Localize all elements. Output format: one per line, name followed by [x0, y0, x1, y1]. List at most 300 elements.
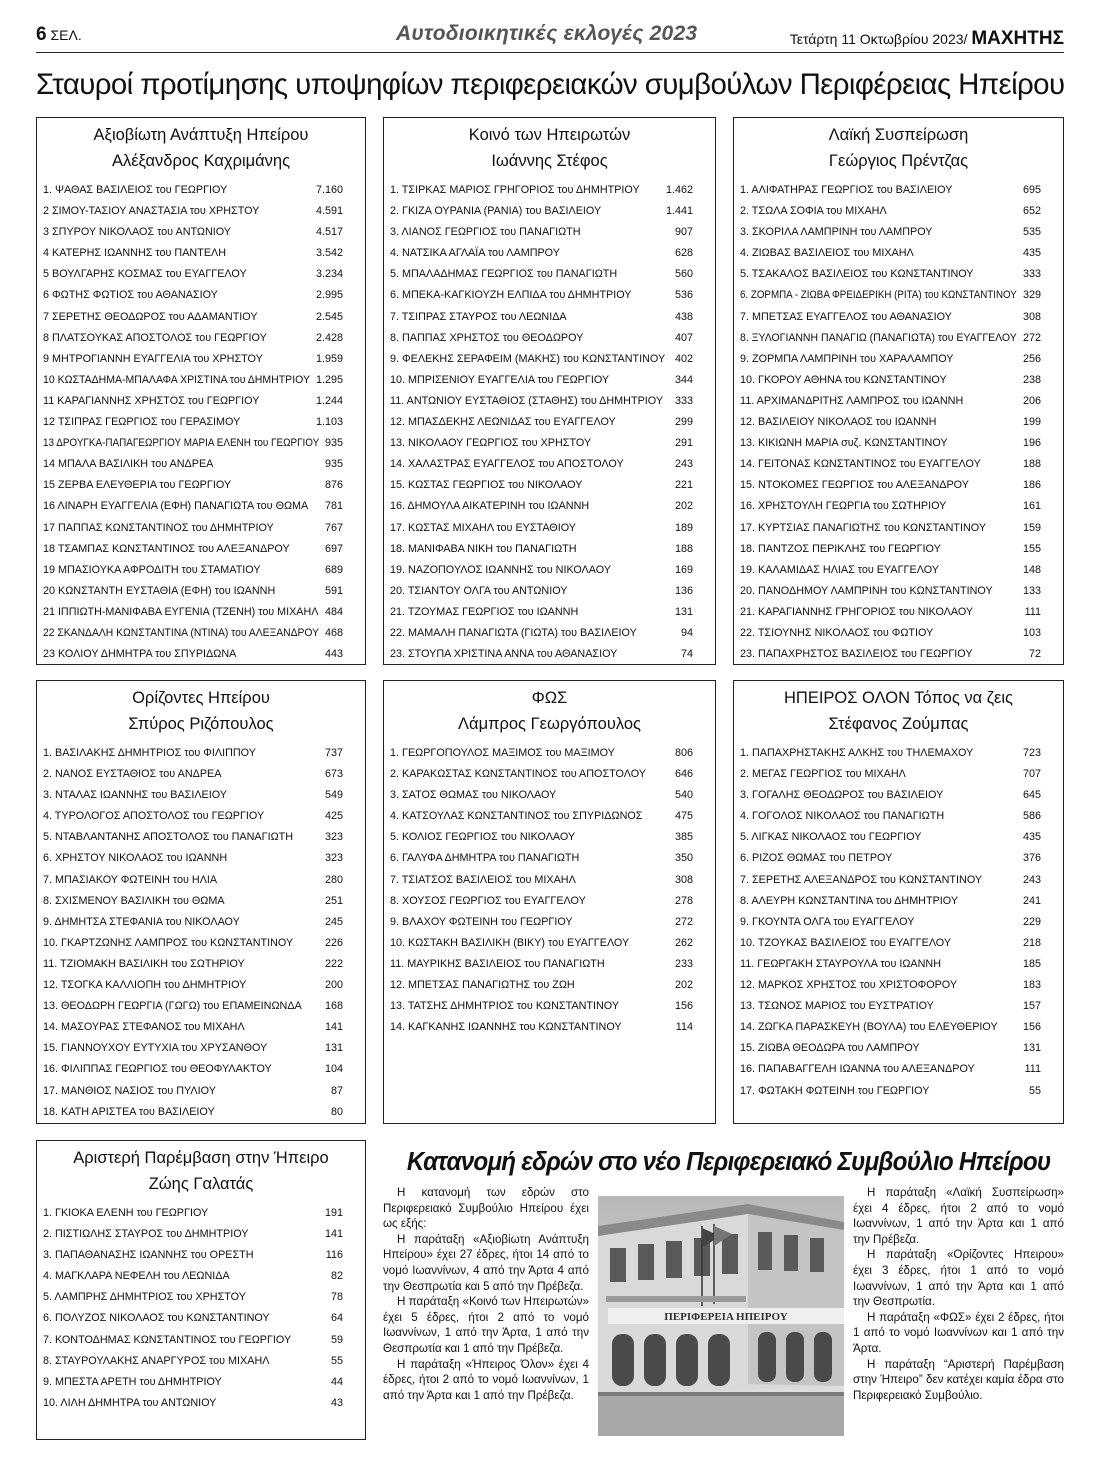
candidate-votes: 64 — [330, 1312, 343, 1325]
candidate-row — [37, 912, 365, 933]
candidate-votes: 707 — [1022, 768, 1041, 781]
candidate-row — [37, 1102, 365, 1123]
candidate-votes: 806 — [674, 747, 693, 759]
candidate-row — [734, 933, 1063, 954]
candidate-row — [734, 785, 1063, 806]
list-party-name: Κοινό των Ηπειρωτών — [468, 126, 631, 144]
candidate-name: 17 ΠΑΠΠΑΣ ΚΩΝΣΤΑΝΤΙΝΟΣ του ΔΗΜΗΤΡΙΟΥ — [43, 521, 274, 534]
candidate-name: 22. ΜΑΜΑΛΗ ΠΑΝΑΓΙΩΤΑ (ΓΙΩΤΑ) του ΒΑΣΙΛΕΙΟΥ — [390, 626, 637, 639]
list-party-name: Αριστερή Παρέμβαση στην Ήπειρο — [73, 1149, 329, 1167]
candidate-votes: 549 — [324, 789, 343, 802]
candidate-row — [734, 1081, 1063, 1102]
candidate-name: 3. ΣΑΤΟΣ ΘΩΜΑΣ του ΝΙΚΟΛΑΟΥ — [390, 789, 557, 802]
candidate-row — [384, 560, 715, 581]
candidate-votes: 245 — [324, 915, 343, 928]
candidate-votes: 155 — [1022, 542, 1041, 555]
candidate-row — [734, 285, 1063, 306]
candidate-votes: 2.545 — [315, 310, 343, 323]
candidate-row — [384, 912, 715, 933]
candidate-row — [384, 785, 715, 806]
candidate-votes: 241 — [1022, 894, 1041, 907]
candidate-row — [734, 391, 1063, 412]
candidate-votes: 697 — [324, 542, 343, 555]
list-leader-name: Ιωάννης Στέφος — [491, 152, 608, 170]
candidate-name: 2 ΣΙΜΟΥ-ΤΑΣΙΟΥ ΑΝΑΣΤΑΣΙΑ του ΧΡΗΣΤΟΥ — [43, 205, 260, 218]
candidate-row — [384, 848, 715, 869]
candidate-name: 11. ΤΖΙΟΜΑΚΗ ΒΑΣΙΛΙΚΗ του ΣΩΤΗΡΙΟΥ — [43, 957, 245, 970]
candidate-row — [384, 391, 715, 412]
page-header — [36, 22, 1064, 53]
candidate-name: 3. ΝΤΑΛΑΣ ΙΩΑΝΝΗΣ του ΒΑΣΙΛΕΙΟΥ — [43, 789, 227, 802]
candidate-name: 1. ΑΛΙΦΑΤΗΡΑΣ ΓΕΩΡΓΙΟΣ του ΒΑΣΙΛΕΙΟΥ — [740, 184, 953, 196]
candidate-votes: 191 — [324, 1207, 343, 1219]
candidate-name: 18. ΠΑΝΤΖΟΣ ΠΕΡΙΚΛΗΣ του ΓΕΩΡΓΙΟΥ — [740, 542, 941, 555]
candidate-name: 14. ΚΑΓΚΑΝΗΣ ΙΩΑΝΝΗΣ του ΚΩΝΣΤΑΝΤΙΝΟΥ — [390, 1021, 622, 1034]
candidate-row — [734, 581, 1063, 602]
candidate-row — [37, 328, 365, 349]
candidate-name: 13. ΘΕΟΔΩΡΗ ΓΕΩΡΓΙΑ (ΓΩΓΩ) του ΕΠΑΜΕΙΝΩΝΔΑ — [43, 1000, 302, 1013]
candidate-row — [734, 602, 1063, 623]
candidate-name: 23. ΣΤΟΥΠΑ ΧΡΙΣΤΙΝΑ ΑΝΝΑ του ΑΘΑΝΑΣΙΟΥ — [390, 648, 618, 661]
candidate-votes: 591 — [324, 584, 343, 597]
candidate-name: 12. ΜΑΡΚΟΣ ΧΡΗΣΤΟΣ του ΧΡΙΣΤΟΦΟΡΟΥ — [740, 979, 958, 992]
candidate-votes: 185 — [1022, 957, 1041, 970]
candidate-row — [734, 1017, 1063, 1038]
candidate-name: 10. ΛΙΛΗ ΔΗΜΗΤΡΑ του ΑΝΤΩΝΙΟΥ — [43, 1396, 217, 1409]
candidate-name: 20 ΚΩΝΣΤΑΝΤΗ ΕΥΣΤΑΘΙΑ (ΕΦΗ) του ΙΩΑΝΝΗ — [43, 584, 276, 597]
candidate-row — [37, 848, 365, 869]
candidate-row — [734, 1059, 1063, 1080]
building-photo — [598, 1196, 844, 1436]
list-party-name: Ορίζοντες Ηπείρου — [132, 689, 270, 707]
candidate-name: 2. ΜΕΓΑΣ ΓΕΩΡΓΙΟΣ του ΜΙΧΑΗΛ — [740, 768, 906, 781]
candidate-votes: 646 — [674, 768, 693, 781]
candidate-name: 15. ΚΩΣΤΑΣ ΓΕΩΡΓΙΟΣ του ΝΙΚΟΛΑΟΥ — [390, 479, 583, 492]
candidate-name: 13. ΚΙΚΙΩΝΗ ΜΑΡΙΑ συζ. ΚΩΝΣΤΑΝΤΙΝΟΥ — [740, 437, 948, 450]
candidate-row — [384, 201, 715, 222]
candidate-row — [37, 1081, 365, 1102]
candidate-votes: 689 — [324, 563, 343, 576]
candidate-row — [734, 370, 1063, 391]
candidate-name: 3 ΣΠΥΡΟΥ ΝΙΚΟΛΑΟΣ του ΑΝΤΩΝΙΟΥ — [43, 226, 232, 239]
candidate-row — [384, 222, 715, 243]
candidate-votes: 723 — [1022, 747, 1041, 759]
candidate-list — [37, 180, 365, 665]
candidate-row — [734, 264, 1063, 285]
candidate-row — [384, 996, 715, 1017]
candidate-row — [37, 1372, 365, 1393]
candidate-votes: 159 — [1022, 521, 1041, 534]
candidate-votes: 333 — [674, 394, 693, 407]
candidate-votes: 3.234 — [315, 268, 343, 281]
candidate-row — [734, 539, 1063, 560]
candidate-votes: 72 — [1028, 648, 1041, 661]
candidate-name: 6 ΦΩΤΗΣ ΦΩΤΙΟΣ του ΑΘΑΝΑΣΙΟΥ — [43, 289, 218, 302]
candidate-votes: 586 — [1022, 810, 1041, 823]
candidate-row — [37, 475, 365, 496]
candidate-votes: 199 — [1022, 416, 1041, 429]
candidate-votes: 645 — [1022, 789, 1041, 802]
candidate-votes: 104 — [324, 1063, 343, 1076]
candidate-row — [37, 201, 365, 222]
candidate-votes: 136 — [674, 584, 693, 597]
candidate-row — [734, 518, 1063, 539]
candidate-name: 11. ΑΡΧΙΜΑΝΔΡΙΤΗΣ ΛΑΜΠΡΟΣ του ΙΩΑΝΝΗ — [740, 394, 964, 407]
candidate-row — [384, 454, 715, 475]
candidate-votes: 131 — [1022, 1042, 1041, 1055]
candidate-name: 1. ΓΕΩΡΓΟΠΟΥΛΟΣ ΜΑΞΙΜΟΣ του ΜΑΞΙΜΟΥ — [390, 747, 615, 759]
candidate-votes: 7.160 — [315, 184, 343, 196]
dateline — [790, 28, 1064, 50]
candidate-name: 16 ΛΙΝΑΡΗ ΕΥΑΓΓΕΛΙΑ (ΕΦΗ) ΠΑΝΑΓΙΩΤΑ του ΘΩΜΑ — [43, 500, 309, 513]
list-party-name: ΗΠΕΙΡΟΣ ΟΛΟΝ Τόπος να ζεις — [784, 689, 1013, 707]
candidate-row — [734, 891, 1063, 912]
candidate-name: 8. ΠΑΠΠΑΣ ΧΡΗΣΤΟΣ του ΘΕΟΔΩΡΟΥ — [390, 331, 584, 344]
candidate-row — [734, 243, 1063, 264]
candidate-name: 16. ΧΡΗΣΤΟΥΛΗ ΓΕΩΡΓΙΑ του ΣΩΤΗΡΙΟΥ — [740, 500, 947, 513]
allocation-title: Κατανομή εδρών στο νέο Περιφερειακό Συμβούλιο Ηπείρου — [406, 1146, 1051, 1176]
candidate-row — [37, 243, 365, 264]
candidate-row — [734, 328, 1063, 349]
candidate-name: 16. ΔΗΜΟΥΛΑ ΑΙΚΑΤΕΡΙΝΗ του ΙΩΑΝΝΗ — [390, 500, 590, 513]
candidate-votes: 131 — [674, 605, 693, 618]
candidate-row — [37, 496, 365, 517]
list-leader-name: Γεώργιος Πρέντζας — [828, 152, 969, 170]
candidate-name: 18. ΚΑΤΗ ΑΡΙΣΤΕΑ του ΒΑΣΙΛΕΙΟΥ — [43, 1105, 215, 1118]
candidate-row — [734, 870, 1063, 891]
allocation-paragraph: Η παράταξη «Κοινό των Ηπειρωτών» έχει 5 έδρες, ήτοι 2 από το νομό Ιωαννίνων, 1 από την Άρτα, 1 από την Θεσπρωτία και 1 από την Πρέβεζα. — [383, 1295, 589, 1355]
candidate-row — [384, 412, 715, 433]
candidate-row — [734, 743, 1063, 764]
candidate-row — [734, 433, 1063, 454]
candidate-row — [37, 1224, 365, 1245]
candidate-name: 5. ΛΑΜΠΡΗΣ ΔΗΜΗΤΡΙΟΣ του ΧΡΗΣΤΟΥ — [43, 1291, 246, 1304]
candidate-name: 10. ΓΚΑΡΤΖΩΝΗΣ ΛΑΜΠΡΟΣ του ΚΩΝΣΤΑΝΤΙΝΟΥ — [43, 936, 294, 949]
candidate-name: 2. ΚΑΡΑΚΩΣΤΑΣ ΚΩΝΣΤΑΝΤΙΝΟΣ του ΑΠΟΣΤΟΛΟΥ — [390, 768, 646, 781]
candidate-votes: 238 — [1022, 373, 1041, 386]
candidate-name: 11. ΜΑΥΡΙΚΗΣ ΒΑΣΙΛΕΙΟΣ του ΠΑΝΑΓΙΩΤΗ — [390, 957, 605, 970]
candidate-name: 7. ΜΠΕΤΣΑΣ ΕΥΑΓΓΕΛΟΣ του ΑΘΑΝΑΣΙΟΥ — [740, 310, 952, 323]
candidate-row — [384, 285, 715, 306]
candidate-name: 4. ΖΙΩΒΑΣ ΒΑΣΙΛΕΙΟΣ του ΜΙΧΑΗΛ — [740, 247, 914, 260]
candidate-name: 13 ΔΡΟΥΓΚΑ-ΠΑΠΑΓΕΩΡΓΙΟΥ ΜΑΡΙΑ ΕΛΕΝΗ του ΓΕΩΡΓΙΟΥ — [43, 437, 320, 450]
candidate-name: 12. ΤΣΟΓΚΑ ΚΑΛΛΙΟΠΗ του ΔΗΜΗΤΡΙΟΥ — [43, 979, 247, 992]
candidate-name: 14. ΖΩΓΚΑ ΠΑΡΑΣΚΕΥΗ (ΒΟΥΛΑ) του ΕΛΕΥΘΕΡΙΟΥ — [740, 1021, 998, 1034]
candidate-name: 8 ΠΛΑΤΣΟΥΚΑΣ ΑΠΟΣΤΟΛΟΣ του ΓΕΩΡΓΙΟΥ — [43, 331, 267, 344]
candidate-name: 4. ΓΟΓΟΛΟΣ ΝΙΚΟΛΑΟΣ του ΠΑΝΑΓΙΩΤΗ — [740, 810, 945, 823]
page-suffix: ΣΕΛ. — [50, 27, 82, 43]
candidate-votes: 329 — [1022, 289, 1041, 302]
section-title: Αυτοδιοικητικές εκλογές 2023 — [396, 22, 698, 45]
candidate-name: 4. ΤΥΡΟΛΟΓΟΣ ΑΠΟΣΤΟΛΟΣ του ΓΕΩΡΓΙΟΥ — [43, 810, 265, 823]
list-box — [733, 680, 1064, 1124]
allocation-paragraph: Η παράταξη “Αριστερή Παρέμβαση στην Ήπειρο” δεν κατέχει καμία έδρα στο Περιφερειακό Συμβούλιο. — [853, 1357, 1064, 1402]
candidate-name: 20. ΤΣΙΑΝΤΟΥ ΟΛΓΑ του ΑΝΤΩΝΙΟΥ — [390, 584, 568, 597]
candidate-name: 14 ΜΠΑΛΑ ΒΑΣΙΛΙΚΗ του ΑΝΔΡΕΑ — [43, 458, 214, 471]
candidate-name: 7. ΚΟΝΤΟΔΗΜΑΣ ΚΩΝΣΤΑΝΤΙΝΟΣ του ΓΕΩΡΓΙΟΥ — [43, 1333, 292, 1346]
candidate-row — [37, 602, 365, 623]
candidate-row — [734, 764, 1063, 785]
candidate-row — [384, 933, 715, 954]
candidate-row — [734, 975, 1063, 996]
candidate-row — [734, 848, 1063, 869]
candidate-votes: 169 — [674, 563, 693, 576]
candidate-votes: 402 — [674, 352, 693, 365]
candidate-votes: 299 — [674, 416, 693, 429]
candidate-name: 5. ΚΟΛΙΟΣ ΓΕΩΡΓΙΟΣ του ΝΙΚΟΛΑΟΥ — [390, 831, 576, 844]
candidate-name: 7 ΣΕΡΕΤΗΣ ΘΕΟΔΩΡΟΣ του ΑΔΑΜΑΝΤΙΟΥ — [43, 310, 258, 323]
candidate-votes: 280 — [324, 873, 343, 886]
candidate-votes: 1.462 — [665, 184, 693, 196]
candidate-votes: 262 — [674, 936, 693, 949]
candidate-votes: 116 — [325, 1249, 343, 1262]
candidate-votes: 43 — [330, 1396, 343, 1409]
candidate-row — [37, 1287, 365, 1308]
candidate-name: 16. ΠΑΠΑΒΑΓΓΕΛΗ ΙΩΑΝΝΑ του ΑΛΕΞΑΝΔΡΟΥ — [740, 1063, 975, 1076]
candidate-name: 12 ΤΣΙΠΡΑΣ ΓΕΩΡΓΙΟΣ του ΓΕΡΑΣΙΜΟΥ — [43, 416, 241, 429]
candidate-name: 10. ΓΚΟΡΟΥ ΑΘΗΝΑ του ΚΩΝΣΤΑΝΤΙΝΟΥ — [740, 373, 947, 386]
candidate-votes: 350 — [674, 852, 693, 865]
candidate-row — [37, 349, 365, 370]
candidate-votes: 59 — [330, 1333, 343, 1346]
candidate-row — [37, 391, 365, 412]
candidate-row — [734, 222, 1063, 243]
candidate-name: 7. ΜΠΑΣΙΑΚΟΥ ΦΩΤΕΙΝΗ του ΗΛΙΑ — [43, 873, 218, 886]
candidate-row — [384, 518, 715, 539]
candidate-row — [37, 975, 365, 996]
paper-name: ΜΑΧΗΤΗΣ — [971, 28, 1064, 49]
candidate-name: 11. ΓΕΩΡΓΑΚΗ ΣΤΑΥΡΟΥΛΑ του ΙΩΑΝΝΗ — [740, 957, 942, 970]
candidate-votes: 156 — [674, 1000, 693, 1013]
candidate-row — [37, 1393, 365, 1414]
candidate-row — [734, 496, 1063, 517]
candidate-row — [734, 412, 1063, 433]
candidate-row — [37, 1059, 365, 1080]
candidate-row — [734, 827, 1063, 848]
candidate-row — [734, 912, 1063, 933]
candidate-row — [734, 806, 1063, 827]
candidate-votes: 385 — [674, 831, 693, 844]
candidate-name: 4 ΚΑΤΕΡΗΣ ΙΩΑΝΝΗΣ του ΠΑΝΤΕΛΗ — [43, 247, 227, 260]
candidate-row — [37, 743, 365, 764]
candidate-votes: 168 — [324, 1000, 343, 1013]
candidate-name: 8. ΧΟΥΣΟΣ ΓΕΩΡΓΙΟΣ του ΕΥΑΓΓΕΛΟΥ — [390, 894, 586, 907]
candidate-row — [37, 560, 365, 581]
candidate-votes: 628 — [674, 247, 693, 260]
candidate-votes: 1.103 — [315, 416, 343, 429]
candidate-row — [734, 954, 1063, 975]
candidate-votes: 4.591 — [315, 205, 343, 218]
candidate-row — [734, 307, 1063, 328]
candidate-name: 21. ΤΖΟΥΜΑΣ ΓΕΩΡΓΙΟΣ του ΙΩΑΝΝΗ — [390, 605, 579, 618]
candidate-name: 22. ΤΣΙΟΥΝΗΣ ΝΙΚΟΛΑΟΣ του ΦΩΤΙΟΥ — [740, 626, 934, 639]
candidate-votes: 435 — [1022, 247, 1041, 260]
candidate-votes: 94 — [680, 626, 693, 639]
candidate-votes: 484 — [324, 605, 343, 618]
candidate-name: 7. ΤΣΙΑΤΣΟΣ ΒΑΣΙΛΕΙΟΣ του ΜΙΧΑΗΛ — [390, 873, 576, 886]
candidate-row — [734, 644, 1063, 665]
candidate-name: 13. ΝΙΚΟΛΑΟΥ ΓΕΩΡΓΙΟΣ του ΧΡΗΣΤΟΥ — [390, 437, 592, 450]
candidate-name: 9. ΔΗΜΗΤΣΑ ΣΤΕΦΑΝΙΑ του ΝΙΚΟΛΑΟΥ — [43, 915, 240, 928]
candidate-votes: 200 — [324, 979, 343, 992]
candidate-votes: 111 — [1024, 605, 1041, 618]
candidate-row — [37, 1038, 365, 1059]
candidate-name: 16. ΦΙΛΙΠΠΑΣ ΓΕΩΡΓΙΟΣ του ΘΕΟΦΥΛΑΚΤΟΥ — [43, 1063, 272, 1076]
candidate-row — [384, 433, 715, 454]
candidate-name: 6. ΜΠΕΚΑ-ΚΑΓΚΙΟΥΖΗ ΕΛΠΙΔΑ του ΔΗΜΗΤΡΙΟΥ — [390, 289, 632, 302]
candidate-row — [37, 581, 365, 602]
candidate-name: 3. ΓΟΓΑΛΗΣ ΘΕΟΔΩΡΟΣ του ΒΑΣΙΛΕΙΟΥ — [740, 789, 944, 802]
candidate-name: 18 ΤΣΑΜΠΑΣ ΚΩΝΣΤΑΝΤΙΝΟΣ του ΑΛΕΞΑΝΔΡΟΥ — [43, 542, 290, 555]
list-leader-name: Σπύρος Ριζόπουλος — [128, 715, 274, 733]
candidate-name: 17. ΦΩΤΑΚΗ ΦΩΤΕΙΝΗ του ΓΕΩΡΓΙΟΥ — [740, 1084, 930, 1097]
candidate-votes: 333 — [1022, 268, 1041, 281]
candidate-name: 22 ΣΚΑΝΔΑΛΗ ΚΩΝΣΤΑΝΤΙΝΑ (ΝΤΙΝΑ) του ΑΛΕΞΑΝΔΡΟΥ — [43, 626, 320, 639]
candidate-name: 5. ΝΤΑΒΛΑΝΤΑΝΗΣ ΑΠΟΣΤΟΛΟΣ του ΠΑΝΑΓΙΩΤΗ — [43, 831, 294, 844]
candidate-row — [37, 1203, 365, 1224]
candidate-row — [734, 475, 1063, 496]
candidate-name: 12. ΒΑΣΙΛΕΙΟΥ ΝΙΚΟΛΑΟΣ του ΙΩΑΝΝΗ — [740, 416, 937, 429]
candidate-row — [384, 475, 715, 496]
candidate-votes: 435 — [1022, 831, 1041, 844]
candidate-row — [37, 996, 365, 1017]
candidate-votes: 1.441 — [665, 205, 693, 218]
allocation-paragraph: Η κατανομή των εδρών στο Περιφερειακό Συμβούλιο Ηπείρου έχει ως εξής: — [383, 1186, 589, 1231]
candidate-row — [384, 328, 715, 349]
candidate-votes: 438 — [674, 310, 693, 323]
candidate-votes: 323 — [324, 852, 343, 865]
candidate-row — [384, 349, 715, 370]
list-leader-name: Ζώης Γαλατάς — [148, 1175, 254, 1193]
candidate-row — [37, 1308, 365, 1329]
candidate-row — [37, 1330, 365, 1351]
candidate-votes: 157 — [1022, 1000, 1041, 1013]
candidate-row — [384, 581, 715, 602]
candidate-row — [37, 764, 365, 785]
candidate-name: 10. ΚΩΣΤΑΚΗ ΒΑΣΙΛΙΚΗ (ΒΙΚΥ) του ΕΥΑΓΓΕΛΟΥ — [390, 936, 630, 949]
candidate-name: 3. ΣΚΟΡΙΛΑ ΛΑΜΠΡΙΝΗ του ΛΑΜΠΡΟΥ — [740, 226, 933, 239]
candidate-votes: 87 — [330, 1084, 343, 1097]
candidate-votes: 935 — [324, 437, 343, 450]
candidate-votes: 443 — [324, 648, 343, 661]
candidate-row — [37, 806, 365, 827]
candidate-row — [37, 412, 365, 433]
candidate-votes: 141 — [324, 1021, 343, 1034]
candidate-row — [37, 454, 365, 475]
candidate-row — [734, 623, 1063, 644]
candidate-name: 1. ΠΑΠΑΧΡΗΣΤΑΚΗΣ ΑΛΚΗΣ του ΤΗΛΕΜΑΧΟΥ — [740, 747, 974, 759]
candidate-name: 2. ΠΙΣΤΙΩΛΗΣ ΣΤΑΥΡΟΣ του ΔΗΜΗΤΡΙΟΥ — [43, 1228, 249, 1241]
candidate-votes: 141 — [324, 1228, 343, 1241]
candidate-row — [734, 349, 1063, 370]
candidate-votes: 475 — [674, 810, 693, 823]
candidate-votes: 131 — [324, 1042, 343, 1055]
candidate-name: 9. ΜΠΕΣΤΑ ΑΡΕΤΗ του ΔΗΜΗΤΡΙΟΥ — [43, 1375, 222, 1388]
candidate-votes: 425 — [324, 810, 343, 823]
candidate-name: 15. ΝΤΟΚΟΜΕΣ ΓΕΩΡΓΙΟΣ του ΑΛΕΞΑΝΔΡΟΥ — [740, 479, 969, 492]
candidate-row — [37, 222, 365, 243]
candidate-name: 6. ΓΑΛΥΦΑ ΔΗΜΗΤΡΑ του ΠΑΝΑΓΙΩΤΗ — [390, 852, 580, 865]
candidate-row — [384, 1017, 715, 1038]
candidate-name: 7. ΣΕΡΕΤΗΣ ΑΛΕΞΑΝΔΡΟΣ του ΚΩΝΣΤΑΝΤΙΝΟΥ — [740, 873, 983, 886]
page-headline: Σταυροί προτίμησης υποψηφίων περιφερειακών συμβούλων Περιφέρειας Ηπείρου — [36, 68, 1065, 101]
candidate-name: 6. ΧΡΗΣΤΟΥ ΝΙΚΟΛΑΟΣ του ΙΩΑΝΝΗ — [43, 852, 228, 865]
candidate-row — [384, 644, 715, 665]
candidate-name: 19 ΜΠΑΣΙΟΥΚΑ ΑΦΡΟΔΙΤΗ του ΣΤΑΜΑΤΙΟΥ — [43, 563, 261, 576]
candidate-name: 19. ΚΑΛΑΜΙΔΑΣ ΗΛΙΑΣ του ΕΥΑΓΓΕΛΟΥ — [740, 563, 939, 576]
candidate-row — [37, 644, 365, 665]
candidate-name: 4. ΝΑΤΣΙΚΑ ΑΓΛΑΪΑ του ΛΑΜΠΡΟΥ — [390, 247, 560, 260]
candidate-votes: 103 — [1022, 626, 1041, 639]
candidate-row — [384, 806, 715, 827]
candidate-name: 17. ΚΥΡΤΣΙΑΣ ΠΑΝΑΓΙΩΤΗΣ του ΚΩΝΣΤΑΝΤΙΝΟΥ — [740, 521, 987, 534]
candidate-votes: 308 — [674, 873, 693, 886]
candidate-name: 13. ΤΣΩΝΟΣ ΜΑΡΙΟΣ του ΕΥΣΤΡΑΤΙΟΥ — [740, 1000, 934, 1013]
building-illustration — [598, 1196, 844, 1436]
allocation-paragraph: Η παράταξη «Ορίζοντες Ηπειρου» έχει 3 έδρες, ήτοι 1 από το νομό Ιωαννίνων, 1 από την Άρτα και 1 από την Θεσπρωτία. — [853, 1248, 1064, 1309]
list-leader-name: Στέφανος Ζούμπας — [828, 715, 969, 733]
candidate-name: 9. ΦΕΛΕΚΗΣ ΣΕΡΑΦΕΙΜ (ΜΑΚΗΣ) του ΚΩΝΣΤΑΝΤΙΝΟΥ — [390, 352, 666, 365]
candidate-votes: 767 — [324, 521, 343, 534]
candidate-votes: 291 — [674, 437, 693, 450]
candidate-list — [734, 743, 1063, 1102]
candidate-votes: 1.244 — [315, 394, 343, 407]
candidate-votes: 188 — [1022, 458, 1041, 471]
candidate-votes: 226 — [324, 936, 343, 949]
candidate-name: 23. ΠΑΠΑΧΡΗΣΤΟΣ ΒΑΣΙΛΕΙΟΣ του ΓΕΩΡΓΙΟΥ — [740, 648, 973, 661]
candidate-name: 20. ΠΑΝΟΔΗΜΟΥ ΛΑΜΠΡΙΝΗ του ΚΩΝΣΤΑΝΤΙΝΟΥ — [740, 584, 993, 597]
list-leader-name: Λάμπρος Γεωργόπουλος — [458, 715, 641, 733]
candidate-row — [37, 433, 365, 454]
candidate-row — [37, 827, 365, 848]
allocation-paragraph: Η παράταξη «Αξιοβίωτη Ανάπτυξη Ηπείρου» έχει 27 έδρες, ήτοι 14 από το νομό Ιωαννίνων, 4 από την Άρτα 4 από την Θεσπρωτία και 5 από την Πρέβεζα. — [383, 1232, 589, 1293]
candidate-row — [384, 539, 715, 560]
candidate-votes: 161 — [1022, 500, 1041, 513]
page-number — [36, 24, 82, 46]
candidate-votes: 148 — [1022, 563, 1041, 576]
candidate-name: 12. ΜΠΑΣΔΕΚΗΣ ΛΕΩΝΙΔΑΣ του ΕΥΑΓΓΕΛΟΥ — [390, 416, 616, 429]
candidate-votes: 4.517 — [315, 226, 343, 239]
candidate-votes: 229 — [1022, 915, 1041, 928]
candidate-votes: 251 — [324, 894, 343, 907]
candidate-row — [384, 243, 715, 264]
candidate-name: 5. ΛΙΓΚΑΣ ΝΙΚΟΛΑΟΣ του ΓΕΩΡΓΙΟΥ — [740, 831, 922, 844]
candidate-votes: 186 — [1022, 479, 1041, 492]
candidate-name: 5 ΒΟΥΛΓΑΡΗΣ ΚΟΣΜΑΣ του ΕΥΑΓΓΕΛΟΥ — [43, 268, 247, 281]
candidate-votes: 535 — [1022, 226, 1041, 239]
candidate-votes: 233 — [674, 957, 693, 970]
candidate-votes: 133 — [1022, 584, 1041, 597]
candidate-name: 6. ΡΙΖΟΣ ΘΩΜΑΣ του ΠΕΤΡΟΥ — [740, 852, 893, 865]
candidate-row — [384, 827, 715, 848]
candidate-votes: 673 — [324, 768, 343, 781]
allocation-paragraph: Η παράταξη «Λαϊκή Συσπείρωση» έχει 4 έδρες, ήτοι 2 από το νομό Ιωαννίνων, 1 από την Άρτα και 1 από την Πρέβεζα. — [853, 1186, 1064, 1246]
candidate-name: 5. ΜΠΑΛΑΔΗΜΑΣ ΓΕΩΡΓΙΟΣ του ΠΑΝΑΓΙΩΤΗ — [390, 268, 618, 281]
candidate-votes: 1.959 — [315, 352, 343, 365]
candidate-votes: 2.995 — [315, 289, 343, 302]
page-number-digit: 6 — [36, 24, 47, 45]
candidate-row — [384, 602, 715, 623]
candidate-row — [384, 623, 715, 644]
candidate-row — [37, 954, 365, 975]
candidate-name: 8. ΣΧΙΣΜΕΝΟΥ ΒΑΣΙΛΙΚΗ του ΘΩΜΑ — [43, 894, 225, 907]
candidate-row — [734, 454, 1063, 475]
candidate-row — [37, 307, 365, 328]
candidate-row — [37, 623, 365, 644]
list-leader-name: Αλέξανδρος Καχριμάνης — [111, 152, 291, 170]
candidate-votes: 80 — [330, 1105, 343, 1118]
candidate-name: 21. ΚΑΡΑΓΙΑΝΝΗΣ ΓΡΗΓΟΡΙΟΣ του ΝΙΚΟΛΑΟΥ — [740, 605, 974, 618]
